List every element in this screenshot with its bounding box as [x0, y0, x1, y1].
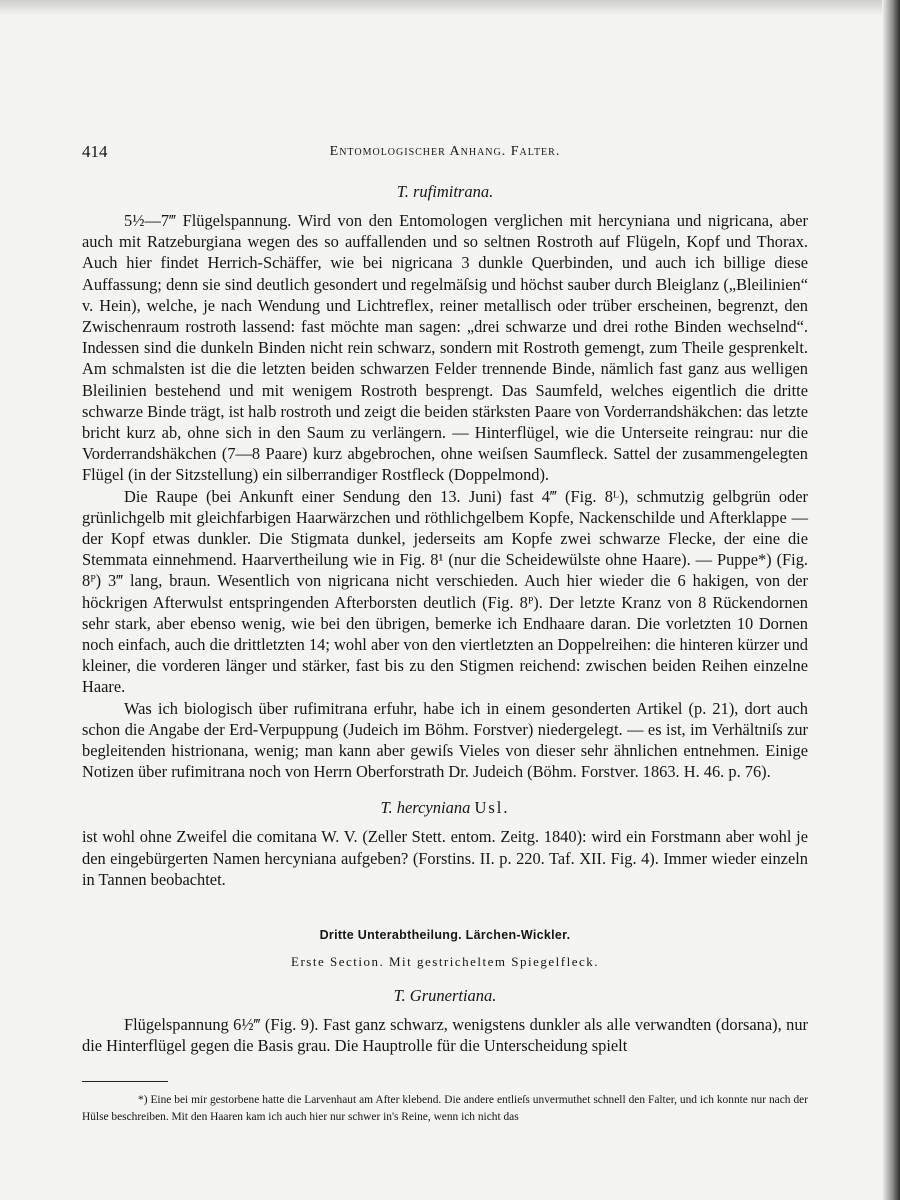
scan-edge-right [882, 0, 900, 1200]
paragraph-grunertiana: Flügelspannung 6½‴ (Fig. 9). Fast ganz schwarz, wenigstens dunkler als alle verwandten (dorsana), nur die Hinterflügel gegen die Basis grau. Die Hauptrolle für die Unterscheidung spielt [82, 1015, 808, 1056]
species-heading-hercyniana-name: T. hercyniana [380, 798, 471, 818]
section-heading: Dritte Unterabtheilung. Lärchen-Wickler. [319, 928, 571, 943]
page-body [82, 142, 808, 1126]
running-title: Entomologischer Anhang. Falter. [329, 144, 561, 159]
page-header [82, 142, 808, 166]
footnote: *) Eine bei mir gestorbene hatte die Larvenhaut am After klebend. Die andere entlieſs unvermuthet schnell den Falter, und ich konnte nur nach der Hülse beschreiben. Mit den Haaren kam ich auch hier nur schwer in's Reine, wenn ich nicht das [82, 1093, 808, 1123]
footnote-rule [82, 1081, 168, 1082]
paragraph-larva: Die Raupe (bei Ankunft einer Sendung den 13. Juni) fast 4‴ (Fig. 8ᴸ), schmutzig gelbgrün oder grünlichgelb mit gleichfarbigen Haarwärzchen und röthlichgelbem Kopfe, Nackenschilde und Afterklappe — der Kopf etwas dunkler. Die Stigmata dunkel, jederseits am Kopfe zwei schwarze Flecke, der eine die Stemmata einnehmend. Haarvertheilung wie in Fig. 8¹ (nur die Scheidewülste ohne Haare). — Puppe*) (Fig. 8ᴾ) 3‴ lang, braun. Wesentlich von nigricana nicht verschieden. Auch hier wieder die 6 hakigen, von der höckrigen Afterwulst entspringenden Afterborsten deutlich (Fig. 8ᴾ). Der letzte Kranz von 8 Rückendornen sehr stark, aber ebenso wenig, wie bei den übrigen, bemerke ich Endhaare daran. Die vorletzten 10 Dornen noch einfach, auch die drittletzten 14; wohl aber von den viertletzten an Doppelreihen: die hinteren kürzer und kleiner, die vorderen länger und stärker, fast bis zu den Stigmen reichend: zwischen beiden Reihen einzelne Haare. [82, 486, 808, 697]
page-number: 414 [82, 142, 108, 161]
paragraph-biology: Was ich biologisch über rufimitrana erfuhr, habe ich in einem gesonderten Artikel (p. 21), dort auch schon die Angabe der Erd-Verpuppung (Judeich im Böhm. Forstver) niedergelegt. — es ist, im Verhältniſs zur begleitenden histrionana, wenig; man kann aber gewiſs Vieles von dieser sehr ähnlichen entnehmen. Einige Notizen über rufimitrana noch von Herrn Oberforstrath Dr. Judeich (Böhm. Forstver. 1863. H. 46. p. 76). [82, 698, 808, 782]
species-heading-hercyniana-author: Usl. [474, 798, 510, 818]
species-heading-grunertiana: T. Grunertiana. [393, 986, 497, 1006]
species-heading-rufimitrana: T. rufimitrana. [396, 182, 494, 201]
paragraph-hercyniana: ist wohl ohne Zweifel die comitana W. V. (Zeller Stett. entom. Zeitg. 1840): wird ein Forstmann aber wohl je den eingebürgerten Namen hercyniana aufgeben? (Forstins. II. p. 220. Taf. XII. Fig. 4). Immer wieder einzeln in Tannen beobachtet. [82, 827, 808, 889]
species-heading-hercyniana [82, 798, 808, 818]
scan-edge-top [0, 0, 900, 16]
section-subheading: Erste Section. Mit gestricheltem Spiegelfleck. [291, 954, 599, 970]
paragraph-description: 5½—7‴ Flügelspannung. Wird von den Entomologen verglichen mit hercyniana und nigricana, aber auch mit Ratzeburgiana wegen des so auffallenden und so seltnen Rostroth auf Flügeln, Kopf und Thorax. Auch hier findet Herrich-Schäffer, wie bei nigricana 3 dunkle Querbinden, und auch ich billige diese Auffassung; denn sie sind deutlich gesondert und regelmäſsig und höchst sauber durch Bleiglanz („Bleilinien“ v. Hein), welche, je nach Wendung und Lichtreflex, reiner metallisch oder trüber erscheinen, begrenzt, den Zwischenraum rostroth lassend: fast möchte man sagen: „drei schwarze und drei rothe Binden wechselnd“. Indessen sind die dunkeln Binden nicht rein schwarz, sondern mit Rostroth gemengt, zum Theile gesprenkelt. Am schmalsten ist die die letzten beiden schwarzen Felder trennende Binde, nämlich fast ganz aus welligen Bleilinien bestehend und mit wenigem Rostroth besprengt. Das Saumfeld, welches eigentlich die dritte schwarze Binde trägt, ist halb rostroth und zeigt die beiden stärksten Paare von Vorderrandshäkchen: das letzte bricht kurz ab, ohne sich in den Saum zu verlängern. — Hinterflügel, wie die Unterseite reingrau: nur die Vorderrandshäkchen (7—8 Paare) kurz abgebrochen, ohne weiſsen Saumfleck. Sattel der zusammengelegten Flügel (in der Sitzstellung) ein silberrandiger Rostfleck (Doppelmond). [82, 211, 808, 485]
